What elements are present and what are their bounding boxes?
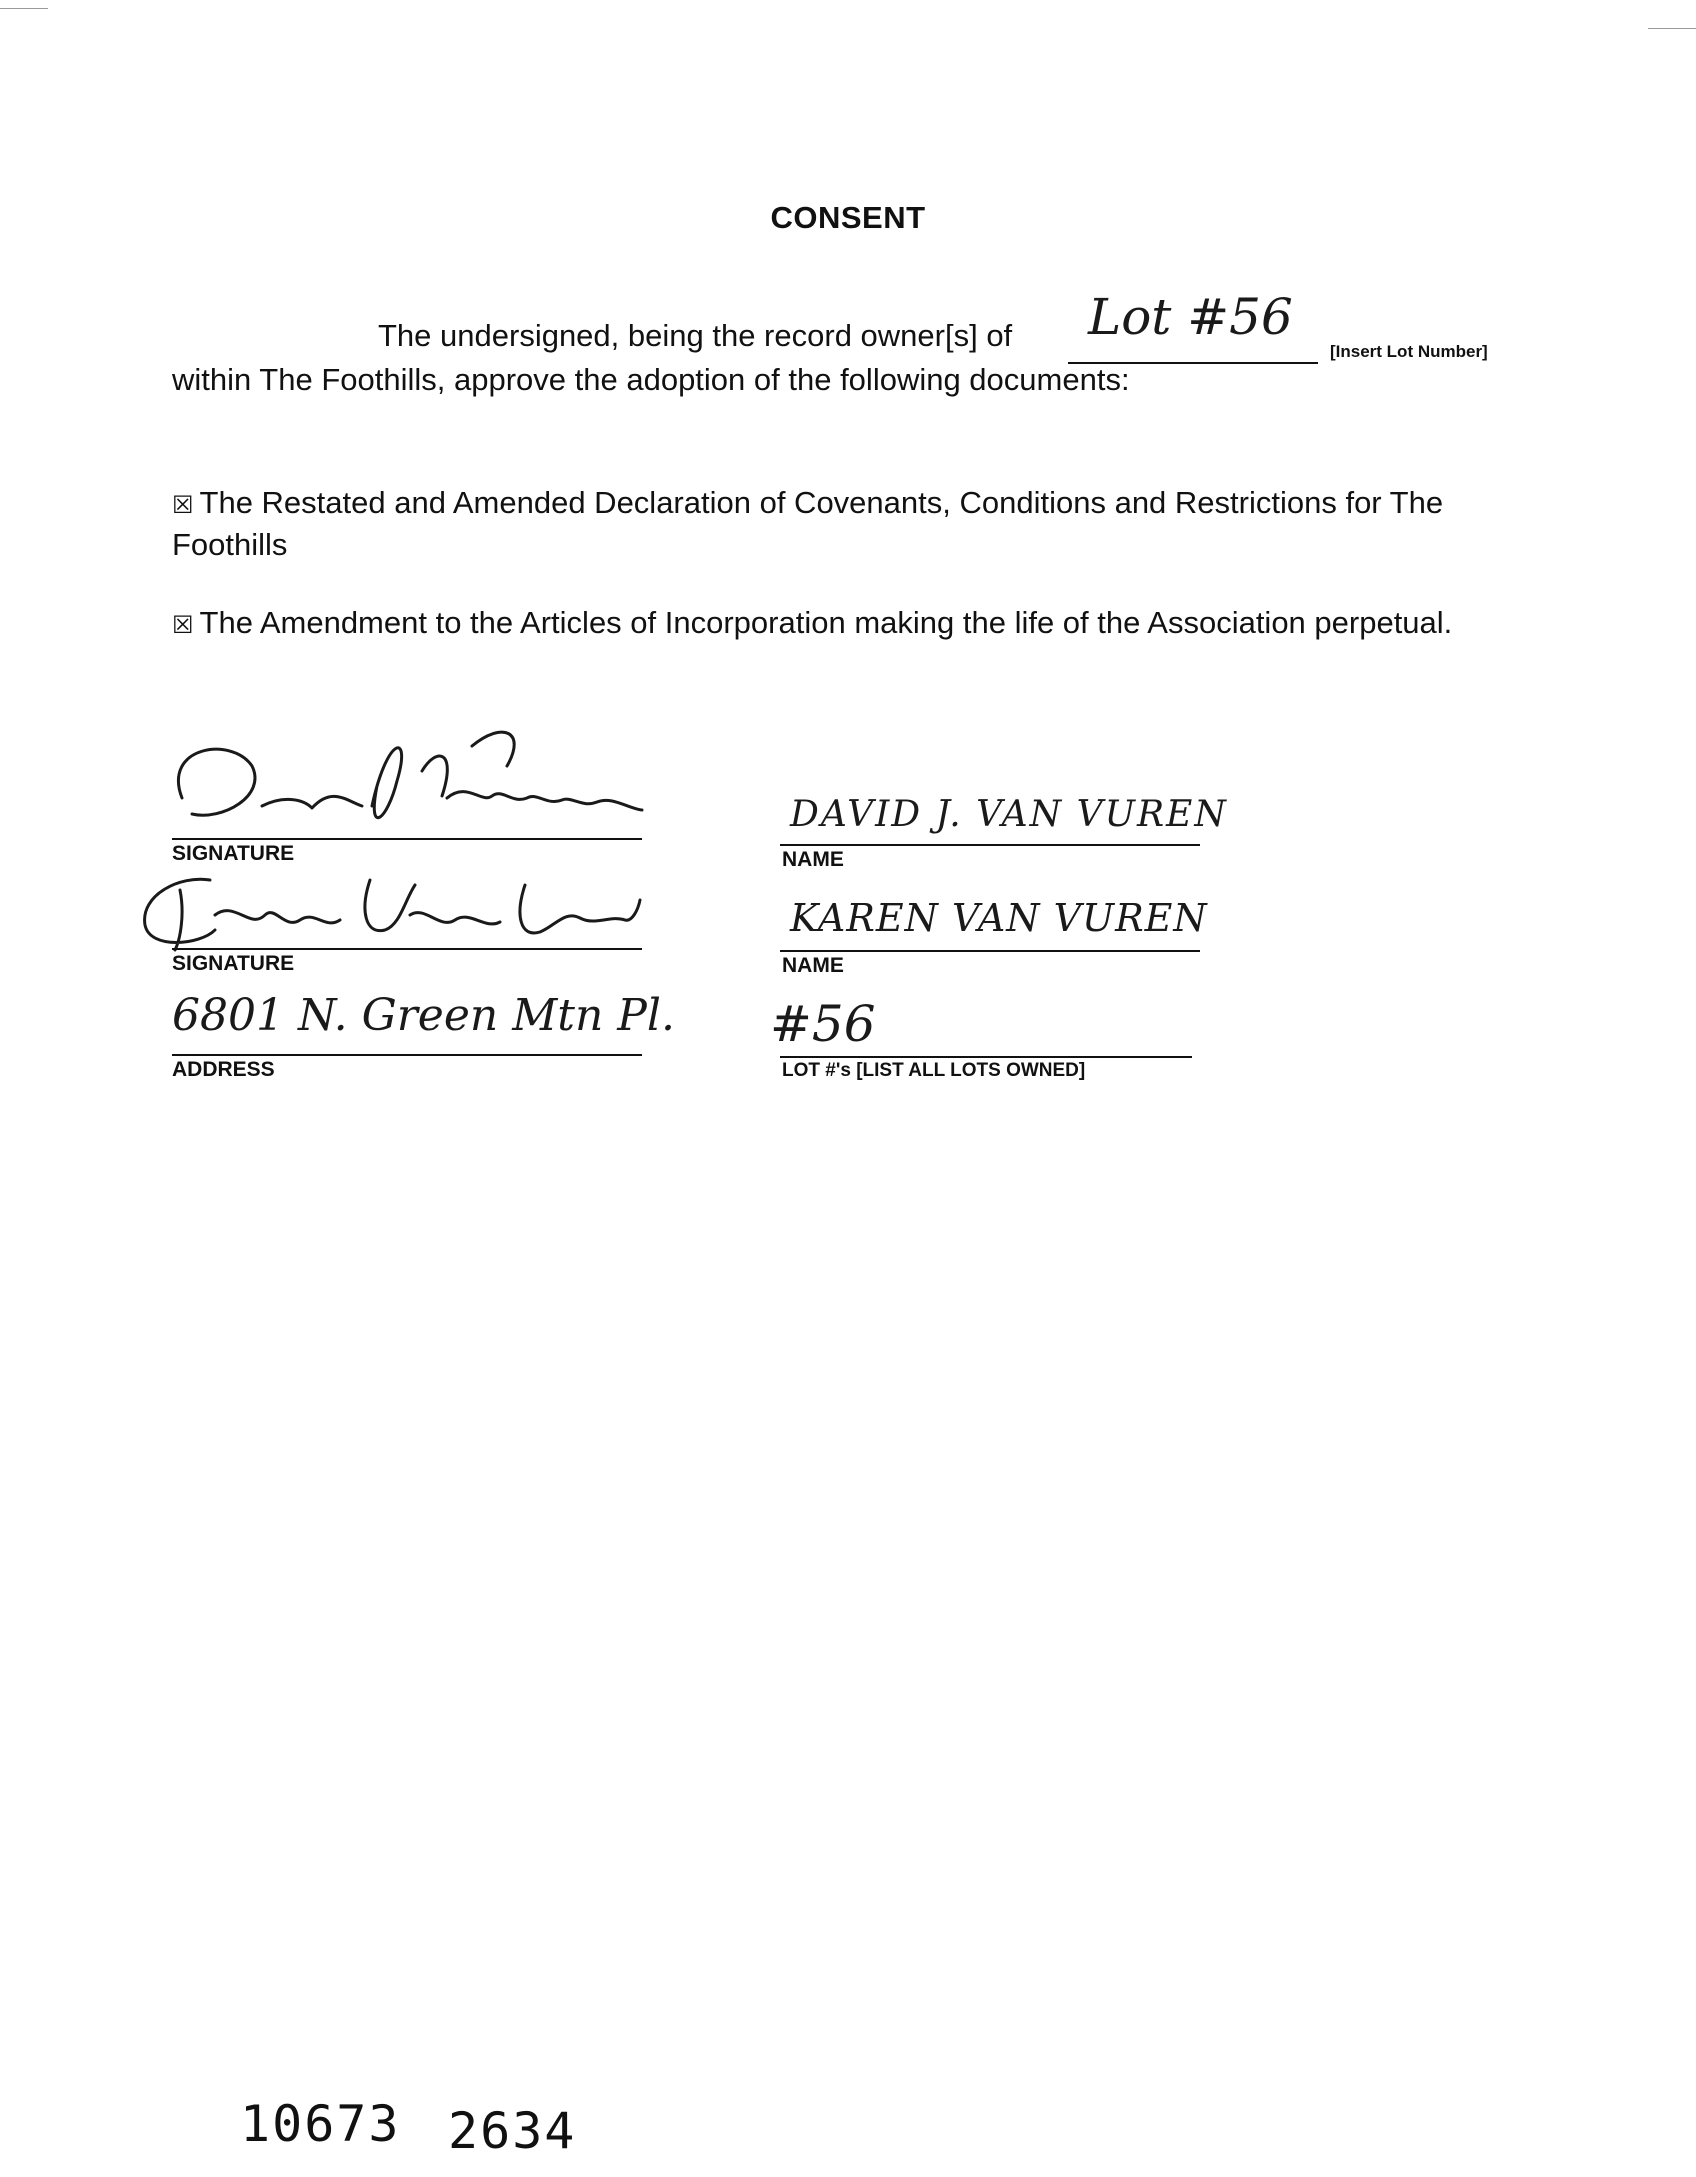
name-2-field[interactable] <box>780 890 1260 952</box>
lots-line <box>780 1056 1192 1058</box>
signature-2-drawing <box>140 870 640 955</box>
document-item-articles <box>172 603 1502 645</box>
scan-edge-mark-right <box>1648 28 1696 29</box>
address-label: ADDRESS <box>172 1058 275 1081</box>
recording-stamp-book: 10673 <box>240 2095 401 2153</box>
articles-checkbox[interactable]: ☒ <box>172 611 194 639</box>
signature-1-label: SIGNATURE <box>172 842 295 865</box>
scan-edge-mark-left <box>0 8 48 9</box>
address-handwritten: 6801 N. Green Mtn Pl. <box>172 990 675 1041</box>
declaration-text: The Restated and Amended Declaration of Covenants, Conditions and Restrictions for The Foothills <box>172 485 1444 562</box>
signature-1-field[interactable] <box>172 726 642 838</box>
name-2-label: NAME <box>782 954 844 977</box>
name-1-label: NAME <box>782 848 844 871</box>
signature-1-line <box>172 838 642 840</box>
signature-2-field[interactable] <box>140 870 640 955</box>
articles-text: The Amendment to the Articles of Incorporation making the life of the Association perpetual. <box>199 605 1453 640</box>
signature-2-line <box>172 948 642 950</box>
lots-label: LOT #'s [LIST ALL LOTS OWNED] <box>782 1060 1086 1081</box>
document-item-declaration <box>172 483 1502 565</box>
name-2-handwritten: KAREN VAN VUREN <box>790 896 1208 940</box>
lot-number-hint: [Insert Lot Number] <box>1330 342 1488 361</box>
name-1-handwritten: DAVID J. VAN VUREN <box>790 794 1228 835</box>
signature-2-label: SIGNATURE <box>172 952 295 975</box>
address-line <box>172 1054 642 1056</box>
signature-1-drawing <box>172 726 642 838</box>
intro-line-1: The undersigned, being the record owner[s] of <box>378 318 1013 353</box>
lot-number-field[interactable] <box>1068 288 1318 364</box>
declaration-checkbox[interactable]: ☒ <box>172 491 194 519</box>
name-1-field[interactable] <box>780 790 1260 846</box>
intro-line-2: within The Foothills, approve the adoption of the following documents: <box>172 362 1130 397</box>
address-field[interactable] <box>172 990 675 1056</box>
name-2-line <box>780 950 1200 952</box>
lots-field[interactable] <box>760 995 1200 1057</box>
lot-number-handwritten: Lot #56 <box>1088 288 1293 346</box>
recording-stamp-page: 2634 <box>448 2102 577 2160</box>
document-title: CONSENT <box>770 200 926 235</box>
lots-handwritten: #56 <box>770 995 876 1053</box>
name-1-line <box>780 844 1200 846</box>
